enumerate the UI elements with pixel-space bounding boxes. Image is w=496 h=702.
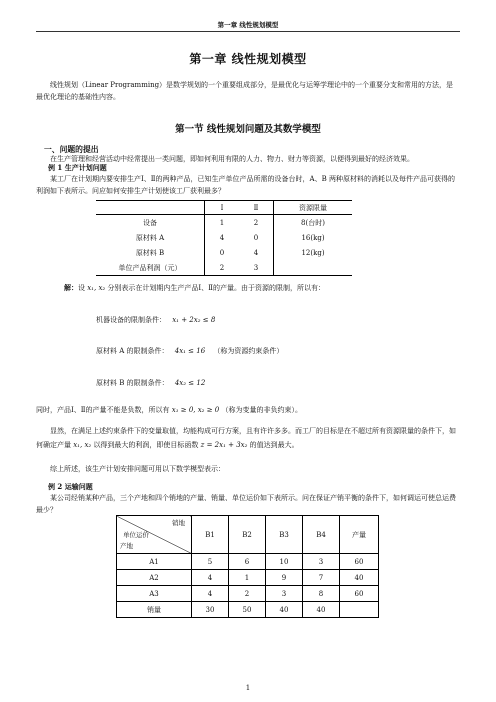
- table-header-cell: Ⅰ: [205, 201, 240, 215]
- table-cell: 4: [205, 230, 240, 245]
- subsection-title: 一、问题的提出: [44, 145, 99, 154]
- table-cell: 60: [340, 554, 379, 570]
- corner-label-price: 单位运价: [123, 531, 149, 539]
- table-cell: 单位产品利润（元）: [118, 263, 182, 272]
- table-row: [117, 602, 379, 618]
- constraint-row: [96, 378, 205, 388]
- objective-function: z = 2x₁ + 3x₂: [200, 441, 248, 449]
- table-header-cell: 产量: [340, 516, 379, 554]
- table-cell: 1: [205, 215, 240, 231]
- table-cell: 60: [340, 586, 379, 602]
- table-cell: 销量: [117, 602, 192, 618]
- table-cell: 2: [229, 586, 266, 602]
- solution-prefix: 解：: [64, 283, 78, 292]
- table-cell: 5: [192, 554, 229, 570]
- table-cell: 8(台时): [274, 215, 353, 231]
- table-cell: [274, 260, 353, 276]
- objective-vars: x₁, x₂: [73, 441, 92, 449]
- table-cell: 9: [266, 570, 303, 586]
- constraint-expr: 4x₁ ≤ 16: [174, 347, 206, 355]
- nonneg-text: 同时，产品Ⅰ、Ⅱ的产量不能是负数，所以有: [36, 406, 170, 414]
- solution-line: [64, 282, 460, 295]
- page-number: 1: [245, 684, 251, 692]
- header-rule: [36, 31, 460, 32]
- table-header-cell: B2: [229, 516, 266, 554]
- table-cell: 1: [229, 570, 266, 586]
- constraint-label: 机器设备的限制条件：: [96, 316, 166, 324]
- solution-set-label: 设: [78, 284, 85, 292]
- constraint-expr: 4x₂ ≤ 12: [174, 379, 206, 387]
- section-title: 第一节 线性规划问题及其数学模型: [175, 124, 321, 135]
- transport-table: [116, 515, 379, 618]
- chapter-title: 第一章 线性规划模型: [189, 52, 307, 66]
- table-cell: 2: [205, 260, 240, 276]
- table-row: [96, 245, 352, 260]
- table-cell: A1: [117, 554, 192, 570]
- table-cell: 12(kg): [274, 245, 353, 260]
- summary-paragraph: 综上所述，该生产计划安排问题可用以下数学模型表示：: [50, 465, 225, 473]
- table-cell: 40: [266, 602, 303, 618]
- table-row: [117, 554, 379, 570]
- table-header-cell: 资源限量: [274, 201, 353, 215]
- table-header-cell: B1: [192, 516, 229, 554]
- table-header-cell: B3: [266, 516, 303, 554]
- table-row: [117, 586, 379, 602]
- example2-text: 某公司经销某种产品，三个产地和四个销地的产量、销量、单位运价如下表所示。问在保证产销平衡的条件下，如何调运可使总运费最少？: [36, 494, 456, 514]
- table-cell: 4: [192, 570, 229, 586]
- constraint-row: [96, 315, 215, 325]
- table-cell: 3: [303, 554, 340, 570]
- solution-vars: x₁, x₂: [87, 284, 106, 292]
- solution-text: 分别表示在计划期内生产产品Ⅰ、Ⅱ的产量。由于资源的限制，所以有：: [107, 284, 325, 292]
- nonneg-paragraph: [36, 405, 460, 417]
- constraint-label: 原材料 A 的限制条件：: [96, 347, 169, 355]
- table-cell: 8: [303, 586, 340, 602]
- table-row: [96, 230, 352, 245]
- constraint-note: （称为资源约束条件）: [213, 347, 284, 355]
- table-cell: 4: [253, 248, 259, 257]
- table-cell: 原材料 A: [135, 233, 165, 242]
- table-cell: 0: [205, 245, 240, 260]
- constraint-label: 原材料 B 的限制条件：: [96, 379, 169, 387]
- corner-label-sales: 销地: [172, 519, 185, 527]
- table-cell: 40: [340, 570, 379, 586]
- table-cell: 50: [229, 602, 266, 618]
- nonneg-note: （称为变量的非负约束）。: [221, 406, 302, 414]
- paragraph-1: 在生产管理和经营活动中经常提出一类问题，即如何利用有限的人力、物力、财力等资源，以便得到最好的经济效果。: [50, 155, 414, 163]
- intro-paragraph: 线性规划（Linear Programming）是数学规划的一个重要组成部分，是最优化与运筹学理论中的一个重要分支和常用的方法，是最优化理论的基础性内容。: [36, 81, 454, 101]
- table-cell: 4: [192, 586, 229, 602]
- running-header: 第一章 线性规划模型: [217, 21, 279, 29]
- objective-text: 显然，在满足上述约束条件下的变量取值，均能构成可行方案，且有许许多多。而工厂的目标是在不超过所有资源限量的条件下，如何确定产量: [36, 427, 456, 449]
- table-cell: 2: [253, 218, 259, 227]
- example1-text: 某工厂在计划期内要安排生产Ⅰ、Ⅱ的两种产品，已知生产单位产品所需的设备台时，A、B 两种原材料的消耗以及每件产品可获得的利润如下表所示。问应如何安排生产计划使该工厂获利最多？: [36, 175, 455, 195]
- table-cell: 7: [303, 570, 340, 586]
- table-cell: 原材料 B: [135, 248, 165, 257]
- objective-text-3: 的值达到最大。: [249, 441, 299, 449]
- nonneg-expr: x₁ ≥ 0, x₂ ≥ 0: [171, 406, 220, 414]
- objective-text-2: 以得到最大的利润，即使目标函数: [93, 441, 199, 449]
- table-cell: A3: [117, 586, 192, 602]
- table-cell: 6: [229, 554, 266, 570]
- table-cell: A2: [117, 570, 192, 586]
- table-row: [96, 215, 352, 231]
- table-cell: 10: [266, 554, 303, 570]
- table-header-cell: B4: [303, 516, 340, 554]
- table-header-cell: Ⅱ: [239, 201, 274, 215]
- table-header-row: [117, 516, 379, 554]
- table-cell: 30: [192, 602, 229, 618]
- example1-title: 例 1 生产计划问题: [48, 163, 107, 172]
- table-header-cell: [96, 201, 205, 215]
- table-cell: 设备: [143, 218, 157, 227]
- example2-title: 例 2 运输问题: [48, 482, 93, 491]
- table-cell: 3: [253, 263, 259, 272]
- constraint-expr: x₁ + 2x₂ ≤ 8: [172, 316, 216, 324]
- table-row: [117, 570, 379, 586]
- diagonal-header-cell: [117, 516, 192, 554]
- constraint-row: [96, 346, 283, 356]
- table-cell: 0: [253, 233, 259, 242]
- corner-label-origin: 产地: [120, 542, 133, 550]
- table-cell: 3: [266, 586, 303, 602]
- table-cell: 40: [303, 602, 340, 618]
- table-row: [96, 260, 352, 276]
- table-cell: [340, 602, 379, 618]
- table-cell: 16(kg): [274, 230, 353, 245]
- table-header-row: [96, 201, 352, 215]
- production-table: [96, 200, 352, 276]
- objective-paragraph: [36, 424, 460, 452]
